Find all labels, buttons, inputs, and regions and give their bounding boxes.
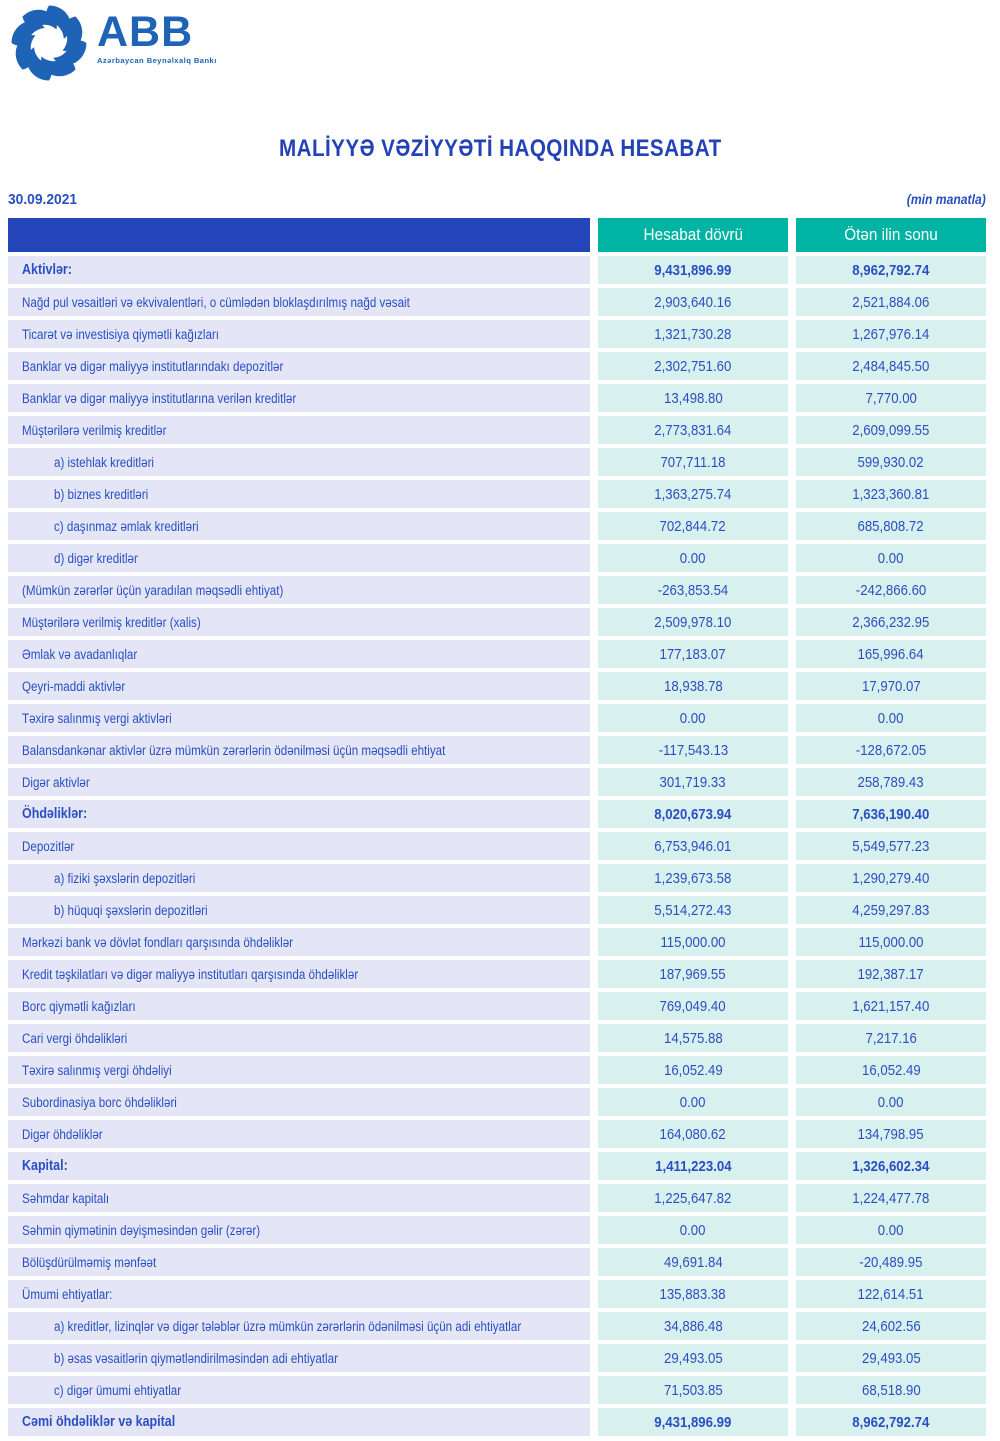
row-value-current: 29,493.05 xyxy=(598,1344,788,1372)
row-value-current: 1,225,647.82 xyxy=(598,1184,788,1212)
row-value-previous: 599,930.02 xyxy=(796,448,986,476)
row-value-previous: 8,962,792.74 xyxy=(796,256,986,284)
row-label: Müştərilərə verilmiş kreditlər xyxy=(8,416,590,444)
row-value-current: 1,411,223.04 xyxy=(598,1152,788,1180)
table-row xyxy=(8,896,986,924)
table-row xyxy=(8,1408,986,1436)
row-value-current: -263,853.54 xyxy=(598,576,788,604)
table-row xyxy=(8,1120,986,1148)
row-label: Ticarət və investisiya qiymətli kağızları xyxy=(8,320,590,348)
bank-logo xyxy=(10,4,217,82)
table-row xyxy=(8,1024,986,1052)
row-value-current: 0.00 xyxy=(598,1088,788,1116)
row-value-current: 2,773,831.64 xyxy=(598,416,788,444)
row-value-current: 0.00 xyxy=(598,544,788,572)
row-value-previous: 68,518.90 xyxy=(796,1376,986,1404)
row-value-current: 1,239,673.58 xyxy=(598,864,788,892)
table-header-row xyxy=(8,218,986,252)
table-row xyxy=(8,832,986,860)
table-row xyxy=(8,1088,986,1116)
row-label: Təxirə salınmış vergi öhdəliyi xyxy=(8,1056,590,1084)
row-value-previous: 685,808.72 xyxy=(796,512,986,540)
row-label: Nağd pul vəsaitləri və ekvivalentləri, o cümlədən bloklaşdırılmış nağd vəsait xyxy=(8,288,590,316)
row-value-previous: 1,323,360.81 xyxy=(796,480,986,508)
table-row xyxy=(8,416,986,444)
table-row xyxy=(8,1248,986,1276)
row-label: Aktivlər: xyxy=(8,256,590,284)
row-value-previous: 115,000.00 xyxy=(796,928,986,956)
table-row xyxy=(8,320,986,348)
row-value-previous: 7,770.00 xyxy=(796,384,986,412)
row-value-previous: 122,614.51 xyxy=(796,1280,986,1308)
row-value-previous: 0.00 xyxy=(796,704,986,732)
row-value-current: 6,753,946.01 xyxy=(598,832,788,860)
table-row xyxy=(8,768,986,796)
row-value-previous: 1,621,157.40 xyxy=(796,992,986,1020)
row-value-previous: 2,521,884.06 xyxy=(796,288,986,316)
row-value-previous: 1,224,477.78 xyxy=(796,1184,986,1212)
logo-text-block xyxy=(97,8,217,65)
row-value-previous: 17,970.07 xyxy=(796,672,986,700)
row-value-previous: 5,549,577.23 xyxy=(796,832,986,860)
row-value-current: 0.00 xyxy=(598,1216,788,1244)
row-label: Bölüşdürülməmiş mənfəət xyxy=(8,1248,590,1276)
row-value-previous: 192,387.17 xyxy=(796,960,986,988)
table-row xyxy=(8,1344,986,1372)
row-value-current: 301,719.33 xyxy=(598,768,788,796)
row-label: c) digər ümumi ehtiyatlar xyxy=(8,1376,590,1404)
table-row xyxy=(8,1312,986,1340)
row-label: b) biznes kreditləri xyxy=(8,480,590,508)
row-value-current: 2,903,640.16 xyxy=(598,288,788,316)
row-value-current: 16,052.49 xyxy=(598,1056,788,1084)
row-label: Banklar və digər maliyyə institutlarındakı depozitlər xyxy=(8,352,590,380)
row-label: Cari vergi öhdəlikləri xyxy=(8,1024,590,1052)
row-value-current: 164,080.62 xyxy=(598,1120,788,1148)
row-value-current: 0.00 xyxy=(598,704,788,732)
row-label: Kapital: xyxy=(8,1152,590,1180)
table-row xyxy=(8,704,986,732)
row-label: c) daşınmaz əmlak kreditləri xyxy=(8,512,590,540)
row-value-previous: 7,217.16 xyxy=(796,1024,986,1052)
table-row xyxy=(8,576,986,604)
table-row xyxy=(8,992,986,1020)
row-value-previous: 2,484,845.50 xyxy=(796,352,986,380)
table-row xyxy=(8,544,986,572)
table-row xyxy=(8,352,986,380)
table-row xyxy=(8,1152,986,1180)
row-value-previous: 24,602.56 xyxy=(796,1312,986,1340)
table-row xyxy=(8,736,986,764)
row-label: Qeyri-maddi aktivlər xyxy=(8,672,590,700)
row-value-previous: 8,962,792.74 xyxy=(796,1408,986,1436)
row-value-current: 115,000.00 xyxy=(598,928,788,956)
table-row xyxy=(8,480,986,508)
row-label: Səhmin qiymətinin dəyişməsindən gəlir (zərər) xyxy=(8,1216,590,1244)
row-value-current: 34,886.48 xyxy=(598,1312,788,1340)
row-label: Öhdəliklər: xyxy=(8,800,590,828)
bank-tagline: Azərbaycan Beynəlxalq Bankı xyxy=(97,56,217,65)
table-row xyxy=(8,288,986,316)
row-label: Müştərilərə verilmiş kreditlər (xalis) xyxy=(8,608,590,636)
row-value-previous: 1,326,602.34 xyxy=(796,1152,986,1180)
financial-table xyxy=(8,218,986,1440)
table-row xyxy=(8,448,986,476)
row-value-previous: 165,996.64 xyxy=(796,640,986,668)
table-row xyxy=(8,1184,986,1212)
row-label: (Mümkün zərərlər üçün yaradılan məqsədli ehtiyat) xyxy=(8,576,590,604)
row-value-previous: -242,866.60 xyxy=(796,576,986,604)
row-label: Kredit təşkilatları və digər maliyyə institutları qarşısında öhdəliklər xyxy=(8,960,590,988)
table-row xyxy=(8,1056,986,1084)
row-label: Təxirə salınmış vergi aktivləri xyxy=(8,704,590,732)
table-row xyxy=(8,608,986,636)
row-label: Ümumi ehtiyatlar: xyxy=(8,1280,590,1308)
table-row xyxy=(8,672,986,700)
row-label: Digər aktivlər xyxy=(8,768,590,796)
row-value-previous: 0.00 xyxy=(796,544,986,572)
row-value-previous: 0.00 xyxy=(796,1088,986,1116)
row-label: Borc qiymətli kağızları xyxy=(8,992,590,1020)
table-row xyxy=(8,928,986,956)
abb-swirl-logo-icon xyxy=(10,4,88,82)
row-value-current: 702,844.72 xyxy=(598,512,788,540)
row-value-previous: 258,789.43 xyxy=(796,768,986,796)
table-row xyxy=(8,864,986,892)
row-value-current: 8,020,673.94 xyxy=(598,800,788,828)
row-value-current: 5,514,272.43 xyxy=(598,896,788,924)
row-label: Subordinasiya borc öhdəlikləri xyxy=(8,1088,590,1116)
row-label: Səhmdar kapitalı xyxy=(8,1184,590,1212)
bank-name: ABB xyxy=(97,8,194,56)
row-label: d) digər kreditlər xyxy=(8,544,590,572)
table-row xyxy=(8,960,986,988)
table-row xyxy=(8,384,986,412)
report-date: 30.09.2021 xyxy=(8,191,78,208)
row-label: Depozitlər xyxy=(8,832,590,860)
row-value-previous: 16,052.49 xyxy=(796,1056,986,1084)
row-label: Digər öhdəliklər xyxy=(8,1120,590,1148)
row-value-previous: 2,366,232.95 xyxy=(796,608,986,636)
report-meta xyxy=(8,191,986,208)
row-value-current: 9,431,896.99 xyxy=(598,1408,788,1436)
row-label: b) hüquqi şəxslərin depozitləri xyxy=(8,896,590,924)
column-header-previous-year-end: Ötən ilin sonu xyxy=(796,218,986,252)
table-row xyxy=(8,800,986,828)
table-row xyxy=(8,1216,986,1244)
row-value-current: 187,969.55 xyxy=(598,960,788,988)
row-value-previous: 29,493.05 xyxy=(796,1344,986,1372)
row-label: b) əsas vəsaitlərin qiymətləndirilməsindən adi ehtiyatlar xyxy=(8,1344,590,1372)
row-label: Əmlak və avadanlıqlar xyxy=(8,640,590,668)
unit-note: (min manatla) xyxy=(907,192,986,207)
row-value-current: 14,575.88 xyxy=(598,1024,788,1052)
row-value-current: 1,363,275.74 xyxy=(598,480,788,508)
row-value-current: 49,691.84 xyxy=(598,1248,788,1276)
row-value-previous: 134,798.95 xyxy=(796,1120,986,1148)
row-value-current: 707,711.18 xyxy=(598,448,788,476)
row-value-previous: 1,290,279.40 xyxy=(796,864,986,892)
report-title: MALİYYƏ VƏZİYYƏTİ HAQQINDA HESABAT xyxy=(278,135,722,162)
row-value-previous: -128,672.05 xyxy=(796,736,986,764)
row-value-current: 13,498.80 xyxy=(598,384,788,412)
row-value-current: -117,543.13 xyxy=(598,736,788,764)
row-value-previous: 4,259,297.83 xyxy=(796,896,986,924)
row-label: Cəmi öhdəliklər və kapital xyxy=(8,1408,590,1436)
row-value-current: 135,883.38 xyxy=(598,1280,788,1308)
row-value-previous: 1,267,976.14 xyxy=(796,320,986,348)
table-row xyxy=(8,512,986,540)
row-label: a) kreditlər, lizinqlər və digər tələblər üzrə mümkün zərərlərin ödənilməsi üçün adi ehtiyatlar xyxy=(8,1312,590,1340)
row-value-current: 2,509,978.10 xyxy=(598,608,788,636)
row-label: Balansdankənar aktivlər üzrə mümkün zərərlərin ödənilməsi üçün məqsədli ehtiyat xyxy=(8,736,590,764)
row-value-current: 71,503.85 xyxy=(598,1376,788,1404)
row-value-previous: 0.00 xyxy=(796,1216,986,1244)
table-corner-cell xyxy=(8,218,590,252)
column-header-current-period: Hesabat dövrü xyxy=(598,218,788,252)
row-value-current: 177,183.07 xyxy=(598,640,788,668)
row-label: a) istehlak kreditləri xyxy=(8,448,590,476)
row-label: a) fiziki şəxslərin depozitləri xyxy=(8,864,590,892)
row-value-current: 1,321,730.28 xyxy=(598,320,788,348)
row-value-previous: 2,609,099.55 xyxy=(796,416,986,444)
row-value-current: 2,302,751.60 xyxy=(598,352,788,380)
row-value-previous: 7,636,190.40 xyxy=(796,800,986,828)
row-label: Mərkəzi bank və dövlət fondları qarşısında öhdəliklər xyxy=(8,928,590,956)
row-value-current: 18,938.78 xyxy=(598,672,788,700)
table-row xyxy=(8,1280,986,1308)
row-value-current: 9,431,896.99 xyxy=(598,256,788,284)
row-value-current: 769,049.40 xyxy=(598,992,788,1020)
table-body xyxy=(8,256,986,1436)
table-row xyxy=(8,256,986,284)
row-label: Banklar və digər maliyyə institutlarına verilən kreditlər xyxy=(8,384,590,412)
table-row xyxy=(8,640,986,668)
row-value-previous: -20,489.95 xyxy=(796,1248,986,1276)
table-row xyxy=(8,1376,986,1404)
